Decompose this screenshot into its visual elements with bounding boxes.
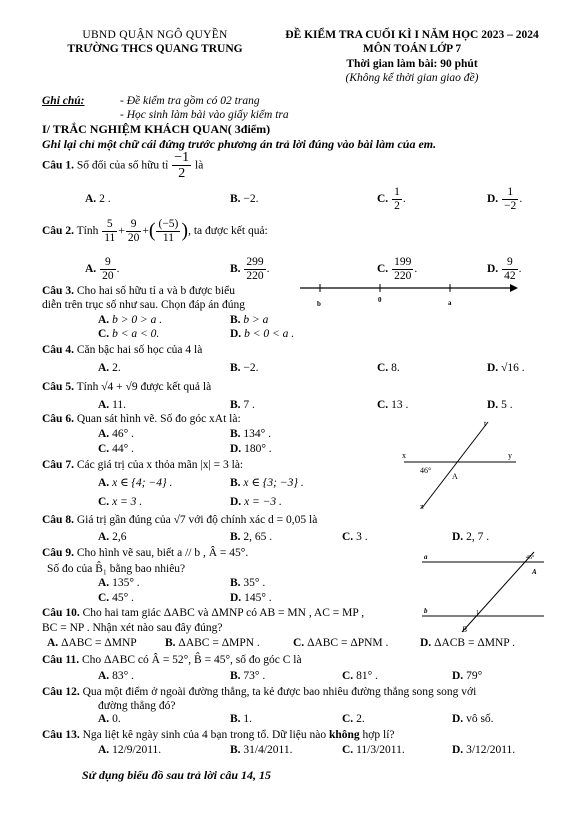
option-letter: A. [85,193,97,205]
label-z: z [420,502,424,511]
angle-figure-q6 [396,418,526,514]
fraction [244,256,265,282]
option-b [230,313,268,327]
numerator: 9 [100,256,116,270]
option-letter: D. [420,637,432,649]
option-text: 3 . [356,531,368,543]
option-a [47,636,137,650]
option-d [487,398,513,412]
fraction [126,218,142,244]
option-text: 2 . [99,193,111,205]
option-letter: C. [342,713,354,725]
question-10-line-2: BC = NP . Nhận xét nào sau đây đúng? [42,622,223,634]
option-b [230,476,304,490]
option-letter: C. [342,670,354,682]
q1-options [0,186,586,212]
option-a [98,398,126,412]
option-b [230,712,252,726]
q6-options [0,427,350,457]
option-letter: B. [165,637,176,649]
school-header [40,28,270,57]
option-text: 12/9/2011. [112,744,162,756]
option-c [342,743,405,757]
numerator: −1 [174,150,190,165]
option-letter: A. [98,744,110,756]
denominator: 2 [394,199,400,212]
option-text: b > 0 > a . [112,314,163,326]
denominator: 42 [504,269,516,282]
option-letter: C. [377,362,389,374]
question-number: Câu 9. [42,547,74,559]
question-text: Quan sát hình vẽ. Số đo góc xAt là: [76,413,241,425]
option-a [85,192,111,206]
option-letter: B. [230,428,241,440]
label-a: a [424,553,428,561]
question-text: Giá trị gần đúng của √7 với độ chính xác d = 0,05 là [76,514,318,526]
question-number: Câu 5. [42,381,74,393]
fraction [102,218,117,244]
option-b [230,398,255,412]
option-text: x ∈ {3; −3} . [243,477,304,489]
label-angle: 46° [420,466,432,475]
question-13 [42,728,562,742]
option-a [98,712,121,726]
fraction [156,218,180,244]
option-text: ΔABC = ΔMNP [61,637,137,649]
exam-duration: Thời gian làm bài: 90 phút [346,57,478,70]
option-letter: A. [98,670,110,682]
question-2: Câu 2. Tính $\frac{5}{11}$ + $\frac{9}{20}$ +( $\frac{(-5)}{11}$ ), ta được kết quả: [42,218,268,244]
fraction [100,256,116,282]
fraction [172,150,191,182]
question-9-line-2: Số đo của B̂₁ bằng bao nhiêu? [47,563,186,575]
option-letter: B. [230,314,241,326]
option-letter: D. [487,362,499,374]
option-letter: C. [98,496,110,508]
option-c [342,669,378,683]
question-text-end: hợp lí? [362,729,395,741]
option-text: 145° . [244,592,272,604]
q10-options [0,636,586,652]
question-3-line-2: diễn trên trục số như sau. Chọn đáp án đúng [42,299,245,311]
label-t: t [484,419,487,428]
option-d [452,743,515,757]
option-letter: D. [452,713,464,725]
line-tz [422,422,488,508]
option-letter: B. [230,262,241,275]
q3-options [0,313,586,343]
option-b [230,530,272,544]
option-c [293,636,388,650]
instruction: Ghi lại chỉ một chữ cái đứng trước phương án trả lời đúng vào bài làm của em. [42,137,437,151]
q2-options [0,256,586,280]
option-letter: A. [98,362,110,374]
option-text: −2. [243,193,259,205]
option-c [342,530,368,544]
option-text: 135° . [112,577,140,589]
label-B: B [462,625,467,634]
denominator: 20 [102,269,114,282]
question-12-line-2: đường thẳng đó? [98,700,176,712]
question-number: Câu 7. [42,459,74,471]
option-b [230,669,265,683]
question-text: Căn bậc hai số học của 4 là [76,344,203,356]
option-a: A. $\frac{9}{20}$ . [85,256,120,282]
option-text: 5 . [501,399,513,411]
q11-options [0,669,586,685]
option-letter: D. [230,496,242,508]
exam-duration-note: (Không kể thời gian giao đề) [345,72,479,85]
chart-instruction: Sử dụng biểu đồ sau trả lời câu 14, 15 [82,768,271,782]
question-text: Số đối của số hữu tỉ [76,159,169,172]
number-line-figure [296,280,520,310]
option-letter: A. [98,314,110,326]
option-text: 0. [112,713,121,725]
label-0: 0 [378,296,382,304]
option-letter: B. [230,744,241,756]
numerator: 9 [126,218,142,232]
question-number: Câu 10. [42,607,80,619]
option-text: 31/4/2011. [243,744,293,756]
option-letter: D. [230,328,242,340]
question-text: Qua một điểm ở ngoài đường thẳng, ta kẻ được bao nhiêu đường thẳng song song với [82,686,477,698]
numerator: 1 [502,186,518,200]
exam-title: ĐỀ KIỂM TRA CUỐI KÌ I NĂM HỌC 2023 – 2024 [285,29,539,41]
option-text: 73° . [243,670,266,682]
question-6 [42,412,342,426]
question-8 [42,513,562,527]
q8-options [0,530,586,546]
label-A: A [532,568,537,576]
option-d: D. $\frac{9}{42}$ . [487,256,522,282]
numerator: 299 [246,256,264,268]
question-text: Các giá trị của x thỏa mãn |x| = 3 là: [76,459,244,471]
option-c [98,495,142,509]
question-text: Cho ΔABC có Â = 52°, B̂ = 45°, số đo góc C là [81,654,302,666]
q7-options [0,476,350,512]
question-number: Câu 4. [42,344,74,356]
fraction [392,186,402,212]
option-a [98,427,134,441]
option-letter: A. [85,262,97,275]
option-letter: A. [98,713,110,725]
option-letter: A. [47,637,59,649]
option-text: 44° . [112,443,134,455]
option-d [230,495,282,509]
question-number: Câu 13. [42,729,80,741]
question-11 [42,653,562,667]
option-letter: C. [342,531,354,543]
option-letter: B. [230,362,241,374]
question-number: Câu 11. [42,654,80,666]
question-number: Câu 8. [42,514,74,526]
notes-block [42,94,562,123]
numerator: 199 [394,256,412,268]
option-c [377,398,408,412]
option-text: 46° . [112,428,134,440]
option-letter: C. [98,592,110,604]
exam-header [262,28,562,86]
option-text: 2,6 [112,531,127,543]
option-d: D. $\frac{1}{-2}$ . [487,186,523,212]
option-b [230,743,293,757]
option-text: 2. [356,713,365,725]
option-text: 3/12/2011. [466,744,516,756]
question-text: Cho hai số hữu tỉ a và b được biểu [76,285,235,297]
denominator: 220 [394,269,412,282]
option-d [452,669,482,683]
question-4 [42,343,562,357]
option-c [377,361,400,375]
option-text: x = 3 . [112,496,143,508]
option-text: 2, 7 . [466,531,490,543]
option-b [165,636,260,650]
label-1: 1 [476,610,479,616]
question-12 [42,685,562,699]
option-text: −2. [243,362,259,374]
option-c [98,591,134,605]
numerator: 9 [502,256,518,270]
option-letter: A. [98,399,110,411]
fraction [502,186,518,212]
option-letter: B. [230,577,241,589]
option-text: 1. [243,713,253,725]
option-a [98,530,126,544]
fraction [392,256,413,282]
option-letter: C. [98,328,110,340]
option-d [230,442,272,456]
note-line-1: - Đề kiểm tra gồm có 02 trang [120,95,260,107]
option-text: b < 0 < a . [244,328,295,340]
option-c [98,327,159,341]
question-number: Câu 6. [42,413,74,425]
option-text: 11/3/2011. [356,744,405,756]
option-text: ΔABC = ΔMPN . [178,637,260,649]
option-letter: A. [98,531,110,543]
option-letter: B. [230,399,241,411]
question-number: Câu 3. [42,285,74,297]
question-text-bold: không [328,729,360,741]
arrow-head [510,284,518,292]
option-letter: B. [230,713,241,725]
q4-options [0,361,586,377]
option-text: √16 . [501,362,525,374]
notes-label: Ghi chú: [42,95,85,107]
option-text: 83° . [112,670,134,682]
section-title: I/ TRẮC NGHIỆM KHÁCH QUAN( 3điểm) [42,122,271,136]
q9-options [0,576,350,606]
option-c: C. $\frac{1}{2}$ . [377,186,406,212]
option-d [452,530,489,544]
denominator: 11 [104,231,116,244]
option-c [342,712,365,726]
denominator: −2 [504,199,517,212]
option-letter: C. [342,744,354,756]
option-letter: A. [98,477,110,489]
option-text: vô số. [466,713,494,725]
option-c: C. $\frac{199}{220}$ . [377,256,418,282]
label-a: a [448,299,452,307]
option-b [230,192,259,206]
option-letter: A. [98,428,110,440]
option-b [230,361,259,375]
option-text: ΔACB = ΔMNP . [434,637,515,649]
option-letter: D. [452,531,464,543]
option-d [487,361,525,375]
question-3 [42,284,292,298]
option-text: 8. [391,362,400,374]
label-A: A [452,472,458,481]
label-angle: 45° [526,555,535,561]
question-text-end: , ta được kết quả: [188,224,268,237]
label-b: b [424,607,428,615]
numerator: 1 [394,186,400,198]
option-letter: A. [98,577,110,589]
question-text: Nga liệt kê ngày sinh của 4 bạn trong tổ. Dữ liệu nào [82,729,327,741]
option-b [230,576,265,590]
option-letter: D. [487,192,499,205]
option-letter: D. [230,443,242,455]
option-letter: B. [230,193,241,205]
denominator: 2 [178,166,186,182]
label-x: x [402,451,406,460]
option-letter: B. [230,670,241,682]
question-9 [42,546,372,560]
label-y: y [508,451,512,460]
option-d [420,636,515,650]
option-letter: B. [230,477,241,489]
question-10 [42,606,562,620]
option-text: 45° . [112,592,134,604]
option-text: 2, 65 . [243,531,273,543]
option-c [98,442,134,456]
option-a [98,361,121,375]
option-text: 2. [112,362,121,374]
option-letter: D. [452,670,464,682]
denominator: 220 [246,269,264,282]
numerator: 5 [102,218,117,232]
school-name: TRƯỜNG THCS QUANG TRUNG [67,43,243,56]
option-a [98,743,161,757]
option-text: b > a [243,314,269,326]
option-letter: C. [377,192,389,205]
option-letter: D. [487,262,499,275]
question-text: Cho hai tam giác ΔABC và ΔMNP có AB = MN , AC = MP , [82,607,365,619]
q13-options [0,743,586,759]
option-letter: D. [230,592,242,604]
option-d [230,327,294,341]
option-a [98,669,134,683]
denominator: 20 [127,231,140,244]
question-text-end: là [195,159,204,172]
question-text: Tính √4 + √9 được kết quả là [76,381,212,393]
fraction [502,256,518,282]
question-number: Câu 1. [42,159,74,172]
option-b: B. $\frac{299}{220}$ . [230,256,270,282]
denominator: 11 [162,231,174,244]
option-text: x = −3 . [244,496,282,508]
q12-options [0,712,586,728]
option-d [230,591,272,605]
question-5 [42,380,562,394]
question-number: Câu 2. [42,224,74,237]
numerator: (−5) [158,218,179,230]
option-text: 13 . [391,399,409,411]
option-letter: C. [377,262,389,275]
option-text: 11. [112,399,127,411]
option-text: 79° [466,670,483,682]
option-a [98,476,172,490]
note-line-2: - Học sinh làm bài vào giấy kiểm tra [120,109,289,122]
exam-subject: MÔN TOÁN LỚP 7 [362,43,462,56]
option-text: 180° . [244,443,272,455]
option-d [452,712,494,726]
district-name: UBND QUẬN NGÔ QUYỀN [82,29,228,41]
option-letter: D. [452,744,464,756]
question-text: Cho hình vẽ sau, biết a // b , Â = 45°. [76,547,249,559]
option-text: 7 . [243,399,255,411]
question-text: Tính [76,224,99,237]
option-letter: C. [293,637,305,649]
option-b [230,427,271,441]
label-b: b [317,300,321,308]
option-letter: C. [98,443,110,455]
question-1 [42,150,562,182]
option-letter: B. [230,531,241,543]
question-number: Câu 12. [42,686,80,698]
option-text: 134° . [243,428,272,440]
option-text: 35° . [243,577,266,589]
option-letter: D. [487,399,499,411]
question-7 [42,458,342,472]
option-text: x ∈ {4; −4} . [112,477,173,489]
option-a [98,576,140,590]
option-letter: C. [377,399,389,411]
option-text: 81° . [356,670,378,682]
option-a [98,313,162,327]
option-text: ΔABC = ΔPNM . [307,637,389,649]
option-text: b < a < 0. [112,328,160,340]
